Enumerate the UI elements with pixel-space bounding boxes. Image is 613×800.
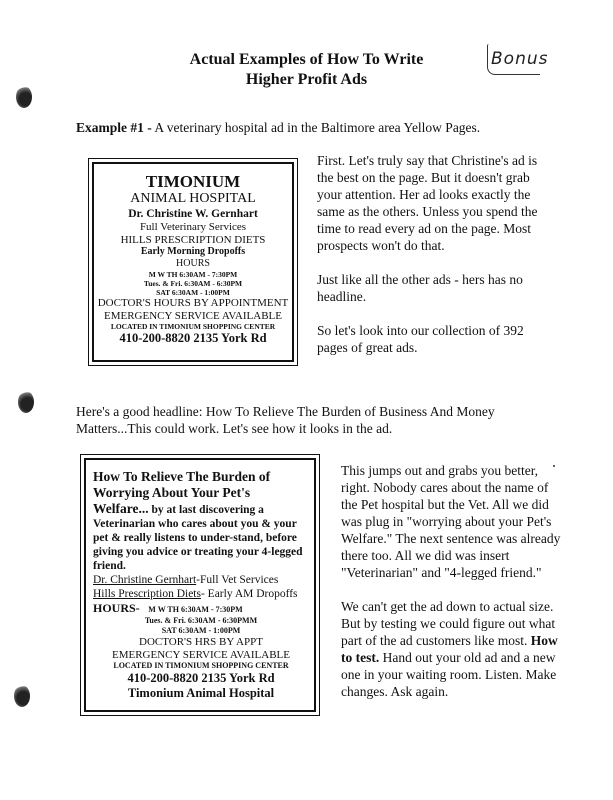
title-line-2: Higher Profit Ads bbox=[245, 71, 368, 88]
ad-2-appointment: DOCTOR'S HRS BY APPT bbox=[139, 636, 263, 648]
ad-2-body-start: by at last discovering a bbox=[148, 504, 264, 516]
ad-2-box bbox=[80, 454, 320, 716]
ad-1-diets: HILLS PRESCRIPTION DIETS bbox=[120, 233, 266, 246]
ad-2-body-first-line bbox=[93, 501, 309, 517]
commentary-2-paragraph-2-end: Hand out your old ad and a new one in your waiting room. Listen. Make changes. Ask again. bbox=[341, 650, 557, 699]
bonus-label: Bonus bbox=[491, 49, 549, 69]
ad-2-hours-label: HOURS- bbox=[93, 601, 140, 615]
ad-2-headline-3: Welfare... bbox=[93, 501, 149, 516]
ad-1-box bbox=[88, 158, 298, 366]
how-to-test-label: How to test. bbox=[341, 633, 558, 665]
ad-2-doctor-line bbox=[93, 573, 309, 587]
ad-1-hours-row: SAT 6:30AM - 1:00PM bbox=[156, 288, 230, 297]
ad-2-headline-2: Worrying About Your Pet's bbox=[93, 485, 251, 500]
commentary-1-paragraph-3: So let's look into our collection of 392 pages of great ads. bbox=[317, 323, 524, 355]
ad-1-hours-row: M W TH 6:30AM - 7:30PM bbox=[148, 270, 238, 279]
binder-hole-bottom bbox=[14, 685, 30, 707]
title-line-1: Actual Examples of How To Write bbox=[189, 51, 424, 68]
ad-2-hours-row: M W TH 6:30AM - 7:30PM bbox=[148, 605, 243, 614]
binder-hole-top bbox=[16, 86, 32, 108]
commentary-2-paragraph-1: This jumps out and grabs you better, right. Nobody cares about the name of the Pet hospital but the Vet. All we did was plug in "worrying about your Pet's Welfare." The next sentence was already there too. All we did was insert "Veterinarian" and "4-legged friend." bbox=[341, 463, 561, 580]
ad-2-doctor: Dr. Christine Gernhart bbox=[93, 574, 197, 586]
ad-1-doctor: Dr. Christine W. Gernhart bbox=[128, 208, 258, 220]
ad-2-location: LOCATED IN TIMONIUM SHOPPING CENTER bbox=[113, 661, 289, 670]
ad-2-doctor-suffix: -Full Vet Services bbox=[196, 574, 279, 586]
example-1-intro bbox=[76, 119, 536, 136]
commentary-1-paragraph-1: First. Let's truly say that Christine's ad is the best on the page. But it doesn't grab your attention. Her ad looks exactly the same as the others. Unless you spend the time to read every ad on the page. Most prospects won't do that. bbox=[317, 153, 538, 253]
ad-1-phone: 410-200-8820 2135 York Rd bbox=[119, 331, 267, 345]
ad-2-hours-row: Tues. & Fri. 6:30AM - 6:30PMM bbox=[144, 616, 258, 625]
ad-2-emergency: EMERGENCY SERVICE AVAILABLE bbox=[112, 648, 290, 661]
ad-1-emergency: EMERGENCY SERVICE AVAILABLE bbox=[104, 309, 282, 322]
example-1-text: A veterinary hospital ad in the Baltimore area Yellow Pages. bbox=[151, 120, 481, 135]
example-1-label: Example #1 - bbox=[76, 120, 152, 135]
bonus-annotation bbox=[487, 40, 549, 80]
commentary-1 bbox=[317, 152, 552, 373]
ad-2-headline-1: How To Relieve The Burden of bbox=[93, 469, 271, 484]
ad-2-diets-line bbox=[93, 587, 309, 601]
ad-2-diets: Hills Prescription Diets bbox=[93, 588, 201, 600]
ad-1-hours-row: Tues. & Fri. 6:30AM - 6:30PM bbox=[143, 279, 243, 288]
ad-2-inner bbox=[84, 458, 316, 712]
ad-1-location: LOCATED IN TIMONIUM SHOPPING CENTER bbox=[110, 322, 276, 331]
ad-2-hours-line-1 bbox=[93, 601, 309, 616]
commentary-1-paragraph-2: Just like all the other ads - hers has no headline. bbox=[317, 272, 523, 304]
ad-1-services: Full Veterinary Services bbox=[139, 221, 247, 233]
binder-hole-middle bbox=[18, 391, 34, 413]
headline-intro: Here's a good headline: How To Relieve The Burden of Business And Money Matters...This could work. Let's see how it looks in the ad. bbox=[76, 404, 495, 436]
ad-2-hours-row: SAT 6:30AM - 1:00PM bbox=[161, 626, 241, 635]
ad-1-appointment: DOCTOR'S HOURS BY APPOINTMENT bbox=[97, 297, 289, 309]
ad-1-hours-label: HOURS bbox=[176, 258, 210, 269]
ad-1-inner bbox=[92, 162, 294, 362]
ad-2-name: Timonium Animal Hospital bbox=[127, 686, 275, 700]
commentary-2-paragraph-2-start: We can't get the ad down to actual size. But by testing we could figure out what part of the ad customers like most. bbox=[341, 599, 556, 648]
ad-1-name: TIMONIUM bbox=[145, 172, 241, 191]
ad-2-diets-suffix: - Early AM Dropoffs bbox=[200, 588, 298, 600]
ad-2-phone: 410-200-8820 2135 York Rd bbox=[127, 671, 275, 685]
ad-1-subname: ANIMAL HOSPITAL bbox=[130, 191, 256, 206]
commentary-2 bbox=[341, 462, 566, 717]
ad-1-dropoffs: Early Morning Dropoffs bbox=[140, 246, 246, 257]
ad-2-body: Veterinarian who cares about you & your pet & really listens to under-stand, before giving you advice or treating your 4-legged friend. bbox=[93, 518, 303, 572]
commentary-2-paragraph-2 bbox=[341, 598, 566, 700]
